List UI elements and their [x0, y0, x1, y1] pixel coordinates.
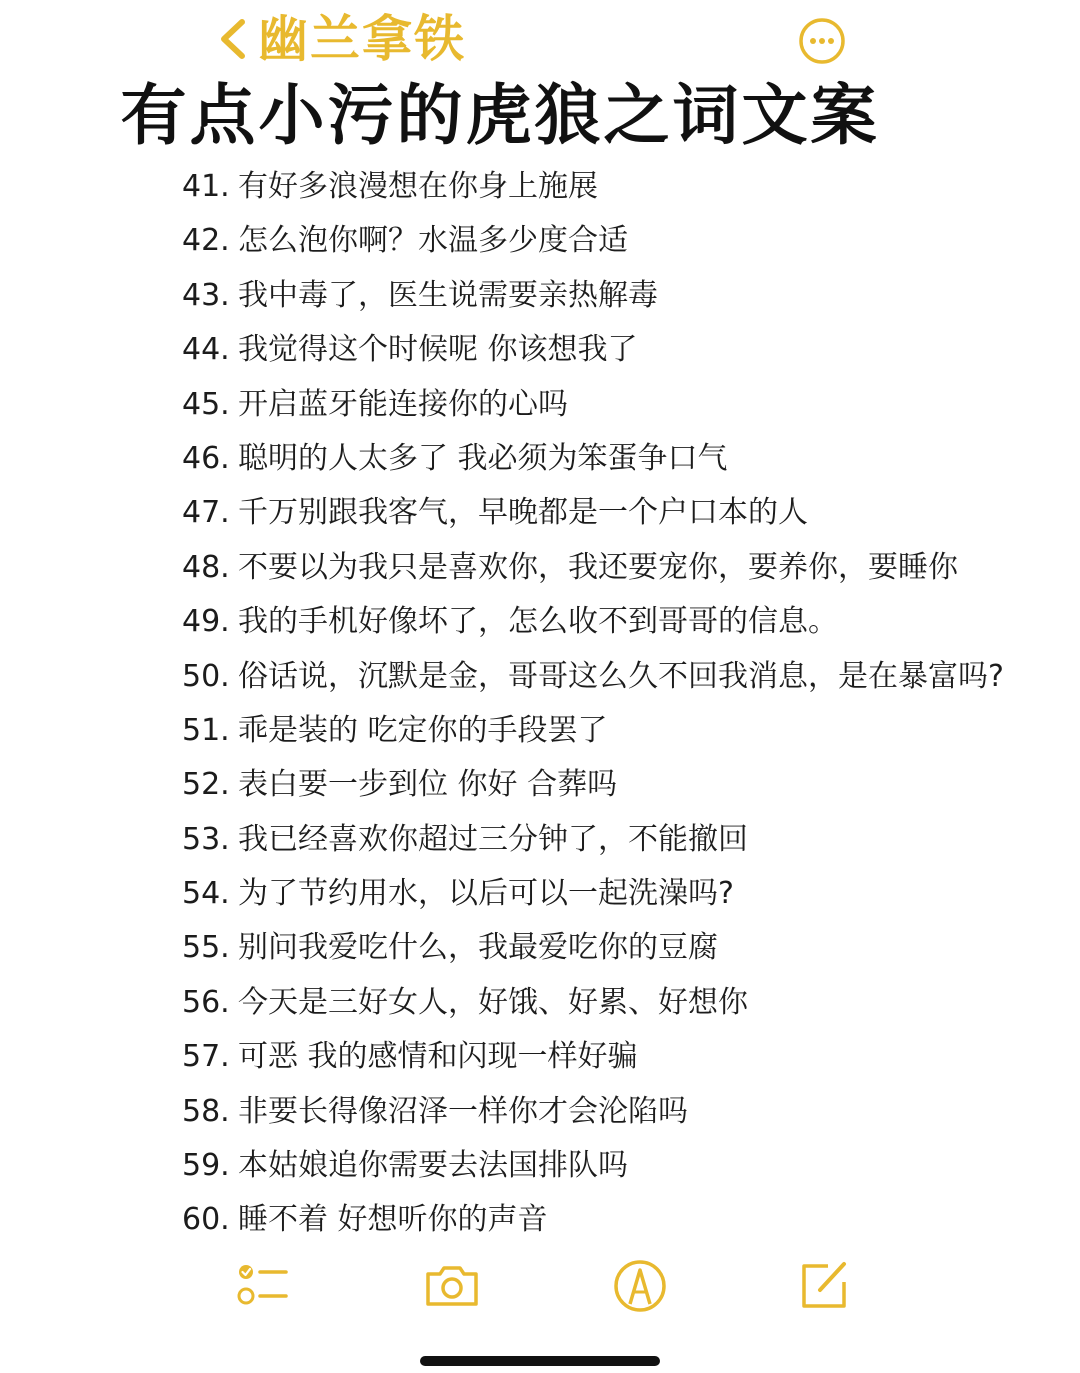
- item-number: 48.: [182, 549, 230, 585]
- nav-bar: [0, 0, 1080, 80]
- compose-icon[interactable]: [794, 1256, 854, 1316]
- item-text: 我已经喜欢你超过三分钟了，不能撤回: [238, 821, 748, 857]
- item-text: 今天是三好女人，好饿、好累、好想你: [238, 984, 748, 1020]
- home-indicator: [420, 1356, 660, 1366]
- item-number: 60.: [182, 1202, 230, 1238]
- list-item: [182, 214, 1004, 268]
- item-text: 开启蓝牙能连接你的心吗: [238, 386, 568, 422]
- list-item: [182, 1085, 1004, 1139]
- item-number: 50.: [182, 658, 230, 694]
- item-number: 56.: [182, 984, 230, 1020]
- item-text: 我中毒了，医生说需要亲热解毒: [238, 277, 658, 313]
- item-number: 59.: [182, 1148, 230, 1184]
- list-item: [182, 486, 1004, 540]
- item-text: 俗话说，沉默是金，哥哥这么久不回我消息，是在暴富吗?: [238, 658, 1004, 694]
- item-number: 47.: [182, 495, 230, 531]
- item-text: 非要长得像沼泽一样你才会沦陷吗: [238, 1093, 688, 1129]
- list-item: [182, 378, 1004, 432]
- camera-icon[interactable]: [422, 1256, 482, 1316]
- item-text: 怎么泡你啊？水温多少度合适: [238, 223, 628, 259]
- item-text: 千万别跟我客气，早晚都是一个户口本的人: [238, 495, 808, 531]
- item-number: 53.: [182, 821, 230, 857]
- item-text: 为了节约用水，以后可以一起洗澡吗?: [238, 876, 734, 912]
- item-number: 43.: [182, 277, 230, 313]
- list-item: [182, 813, 1004, 867]
- list-item: [182, 758, 1004, 812]
- list-item: [182, 704, 1004, 758]
- item-text: 本姑娘追你需要去法国排队吗: [238, 1148, 628, 1184]
- list-item: [182, 976, 1004, 1030]
- bottom-toolbar: [0, 1252, 1080, 1322]
- item-text: 别问我爱吃什么，我最爱吃你的豆腐: [238, 930, 718, 966]
- item-number: 52.: [182, 767, 230, 803]
- item-text: 我的手机好像坏了，怎么收不到哥哥的信息。: [238, 604, 838, 640]
- item-number: 58.: [182, 1093, 230, 1129]
- note-list: [182, 160, 1004, 1248]
- item-number: 41.: [182, 169, 230, 204]
- item-number: 49.: [182, 604, 230, 640]
- item-text: 不要以为我只是喜欢你，我还要宠你，要养你，要睡你: [238, 549, 958, 585]
- item-number: 46.: [182, 440, 230, 476]
- item-number: 54.: [182, 876, 230, 912]
- list-item: [182, 595, 1004, 649]
- item-number: 55.: [182, 930, 230, 966]
- item-text: 有好多浪漫想在你身上施展: [238, 169, 598, 204]
- list-item: [182, 1030, 1004, 1084]
- ellipsis-circle-icon[interactable]: [798, 17, 846, 65]
- item-text: 睡不着 好想听你的声音: [238, 1202, 548, 1238]
- item-number: 44.: [182, 332, 230, 368]
- list-item: [182, 1139, 1004, 1193]
- item-number: 45.: [182, 386, 230, 422]
- list-item: [182, 867, 1004, 921]
- item-number: 42.: [182, 223, 230, 259]
- list-item: [182, 323, 1004, 377]
- list-item: [182, 650, 1004, 704]
- list-item: [182, 1193, 1004, 1247]
- item-text: 乖是装的 吃定你的手段罢了: [238, 712, 608, 748]
- item-number: 57.: [182, 1039, 230, 1075]
- list-item: [182, 269, 1004, 323]
- item-number: 51.: [182, 712, 230, 748]
- back-button[interactable]: [212, 6, 466, 72]
- list-item: [182, 160, 1004, 214]
- list-item: [182, 432, 1004, 486]
- chevron-left-icon: [212, 16, 252, 62]
- item-text: 可恶 我的感情和闪现一样好骗: [238, 1039, 638, 1075]
- item-text: 聪明的人太多了 我必须为笨蛋争口气: [238, 440, 728, 476]
- page-title: 有点小污的虎狼之词文案: [120, 77, 880, 154]
- back-label: 幽兰拿铁: [258, 10, 466, 68]
- list-item: [182, 541, 1004, 595]
- pen-markup-icon[interactable]: [610, 1256, 670, 1316]
- item-text: 我觉得这个时候呢 你该想我了: [238, 332, 638, 368]
- checklist-icon[interactable]: [232, 1256, 292, 1316]
- list-item: [182, 921, 1004, 975]
- item-text: 表白要一步到位 你好 合葬吗: [238, 767, 618, 803]
